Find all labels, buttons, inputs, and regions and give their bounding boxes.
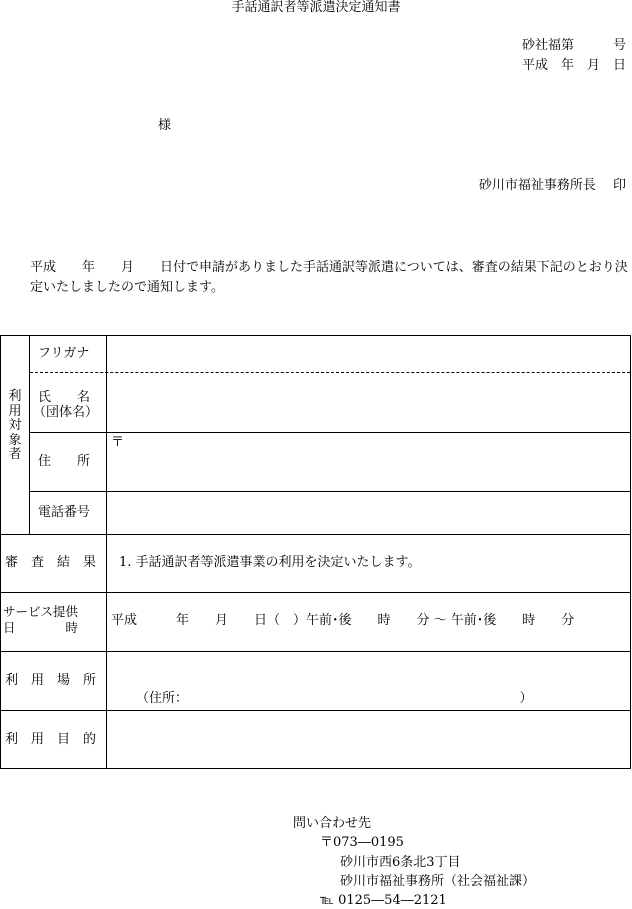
furigana-field[interactable] [111, 346, 626, 366]
purpose-field[interactable] [111, 718, 626, 762]
contact-label: 問い合わせ先 [293, 816, 372, 831]
divider [30, 432, 630, 433]
divider [30, 372, 630, 373]
contact-phone: ℡ 0125―54―2121 [320, 893, 447, 908]
decision-table [0, 335, 631, 769]
phone-label: 電話番号 [38, 505, 91, 520]
place-label: 利 用 場 所 [5, 673, 97, 688]
name-field[interactable] [111, 381, 626, 425]
contact-address: 砂川市西6条北3丁目 [340, 855, 461, 870]
sender: 砂川市福祉事務所長 印 [478, 178, 626, 193]
divider [1, 651, 630, 652]
divider [1, 710, 630, 711]
divider [29, 336, 30, 534]
place-address: （住所： ） [136, 691, 533, 706]
document-title: 手話通訳者等派遣決定通知書 [231, 0, 401, 15]
address-field[interactable] [129, 438, 624, 484]
postal-mark: 〒 [111, 435, 125, 450]
contact-postal-code: 〒073―0195 [320, 835, 404, 850]
contact-office: 砂川市福祉事務所（社会福祉課） [340, 874, 536, 889]
address-label: 住 所 [38, 454, 91, 469]
divider [30, 491, 630, 492]
target-user-label: 利用対象者 [8, 389, 22, 462]
document-number: 砂社福第 号 [521, 38, 626, 53]
notice-text: 平成 年 月 日付で申請がありました手話通訳等派遣については、審査の結果下記のとおり決定いたしましたので通知します。 [30, 260, 628, 295]
review-result-label: 審 査 結 果 [5, 555, 97, 570]
purpose-label: 利 用 目 的 [5, 732, 97, 747]
divider [1, 592, 630, 593]
review-result-value: 1. 手話通訳者等派遣事業の利用を決定いたします。 [119, 555, 421, 570]
organization-label: （団体名） [33, 405, 99, 420]
divider [1, 534, 630, 535]
service-datetime-label-2: 日 時 [3, 620, 79, 635]
name-label: 氏 名 [38, 390, 91, 405]
document-date: 平成 年 月 日 [521, 58, 626, 73]
service-datetime-value: 平成 年 月 日（ ）午前･後 時 分 ～ 午前･後 時 分 [111, 613, 575, 628]
service-datetime-label: サービス提供 [3, 604, 79, 619]
divider [106, 336, 107, 768]
addressee: 様 [158, 118, 172, 133]
phone-field[interactable] [111, 498, 626, 528]
furigana-label: フリガナ [38, 346, 90, 361]
